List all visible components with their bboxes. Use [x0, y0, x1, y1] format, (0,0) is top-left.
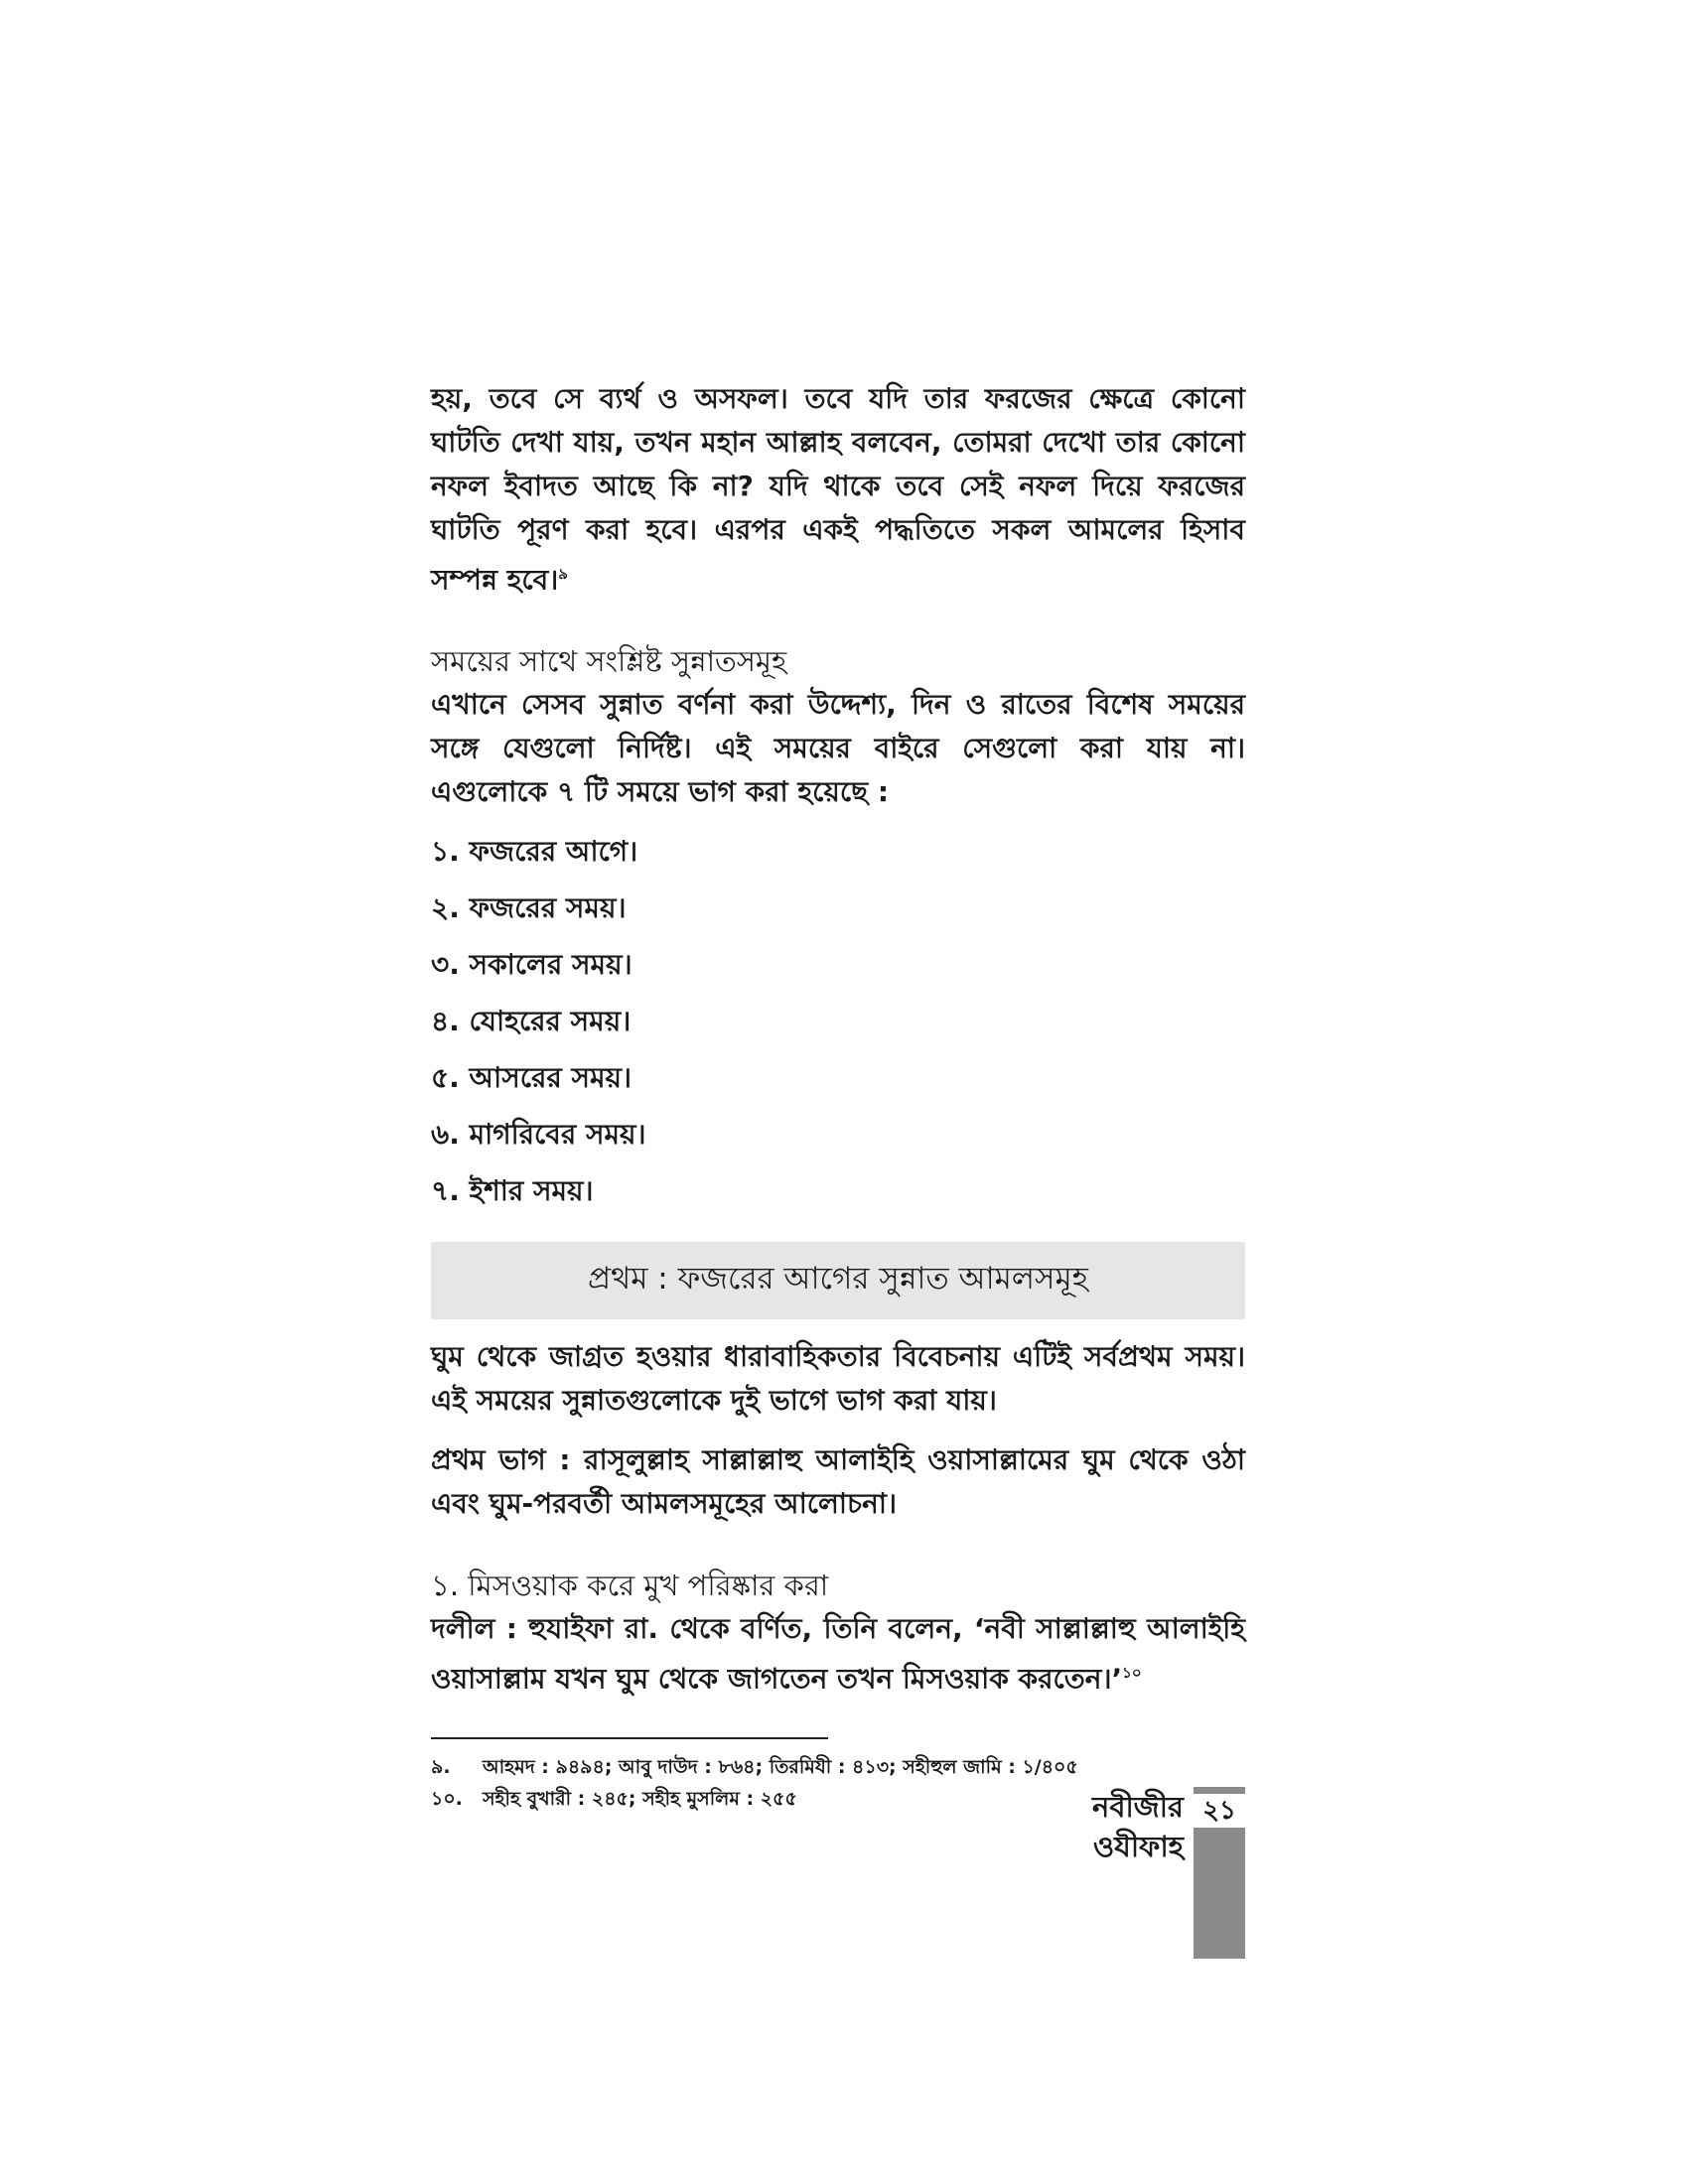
page-number-tab	[1194, 1787, 1245, 1959]
footnote-text: সহীহ বুখারী : ২৪৫; সহীহ মুসলিম : ২৫৫	[483, 1787, 797, 1810]
tab-top-bar	[1194, 1787, 1245, 1794]
list-item: ৪. যোহরের সময়।	[431, 1005, 632, 1038]
page-body	[431, 377, 1245, 1815]
list-item: ৭. ইশার সময়।	[431, 1174, 594, 1208]
page-number: ২১	[1202, 1796, 1236, 1826]
list-item: ৫. আসরের সময়।	[431, 1061, 633, 1095]
part-one-paragraph: প্রথম ভাগ : রাসূলুল্লাহ সাল্লাল্লাহু আলাইহি ওয়াসাল্লামের ঘুম থেকে ওঠা এবং ঘুম-পরবর্তী আমলসমূহের আলোচনা।	[431, 1443, 1245, 1521]
list-item: ৩. সকালের সময়।	[431, 948, 633, 982]
tab-block	[1194, 1828, 1245, 1959]
list-item: ১. ফজরের আগে।	[431, 835, 638, 869]
section-paragraph: এখানে সেসব সুন্নাত বর্ণনা করা উদ্দেশ্য, দিন ও রাতের বিশেষ সময়ের সঙ্গে যেগুলো নির্দিষ্ট। এই সময়ের বাইরে সেগুলো করা যায় না। এগুলোকে ৭ টি সময়ে ভাগ করা হয়েছে :	[431, 688, 1245, 809]
footnote	[431, 1751, 1245, 1783]
list-item: ২. ফজরের সময়।	[431, 891, 627, 925]
footnote-ref[interactable]: ১০	[1122, 1664, 1142, 1683]
time-list	[431, 830, 1245, 1226]
book-title: নবীজীর ওযীফাহ	[1092, 1790, 1184, 1863]
footnote-text: আহমদ : ৯৪৯৪; আবু দাউদ : ৮৬৪; তিরমিযী : ৪১৩; সহীহুল জামি : ১/৪০৫	[483, 1755, 1078, 1778]
subsection-paragraph: দলীল : হুযাইফা রা. থেকে বর্ণিত, তিনি বলেন, ‘নবী সাল্লাল্লাহু আলাইহি ওয়াসাল্লাম যখন ঘুম থেকে জাগতেন তখন মিসওয়াক করতেন।’$^{১০}$	[431, 1612, 1245, 1696]
section-banner	[431, 1242, 1245, 1319]
intro-paragraph: হয়, তবে সে ব্যর্থ ও অসফল। তবে যদি তার ফরজের ক্ষেত্রে কোনো ঘাটতি দেখা যায়, তখন মহান আল্লাহ বলবেন, তোমরা দেখো তার কোনো নফল ইবাদত আছে কি না? যদি থাকে তবে সেই নফল দিয়ে ফরজের ঘাটতি পূরণ করা হবে। এরপর একই পদ্ধতিতে সকল আমলের হিসাব সম্পন্ন হবে।$^৯$	[431, 382, 1245, 597]
list-item: ৬. মাগরিবের সময়।	[431, 1118, 646, 1152]
footnote-ref[interactable]: ৯	[558, 565, 568, 583]
footnote-divider	[431, 1737, 828, 1739]
subsection-heading: ১. মিসওয়াক করে মুখ পরিষ্কার করা	[431, 1569, 829, 1603]
banner-paragraph: ঘুম থেকে জাগ্রত হওয়ার ধারাবাহিকতার বিবেচনায় এটিই সর্বপ্রথম সময়। এই সময়ের সুন্নাতগুলোকে দুই ভাগে ভাগ করা যায়।	[431, 1340, 1245, 1418]
section-heading: সময়ের সাথে সংশ্লিষ্ট সুন্নাতসমূহ	[431, 644, 787, 679]
footnote-number: ৯.	[431, 1755, 451, 1778]
banner-title: প্রথম : ফজরের আগের সুন্নাত আমলসমূহ	[588, 1261, 1088, 1297]
footnote-number: ১০.	[431, 1787, 463, 1810]
